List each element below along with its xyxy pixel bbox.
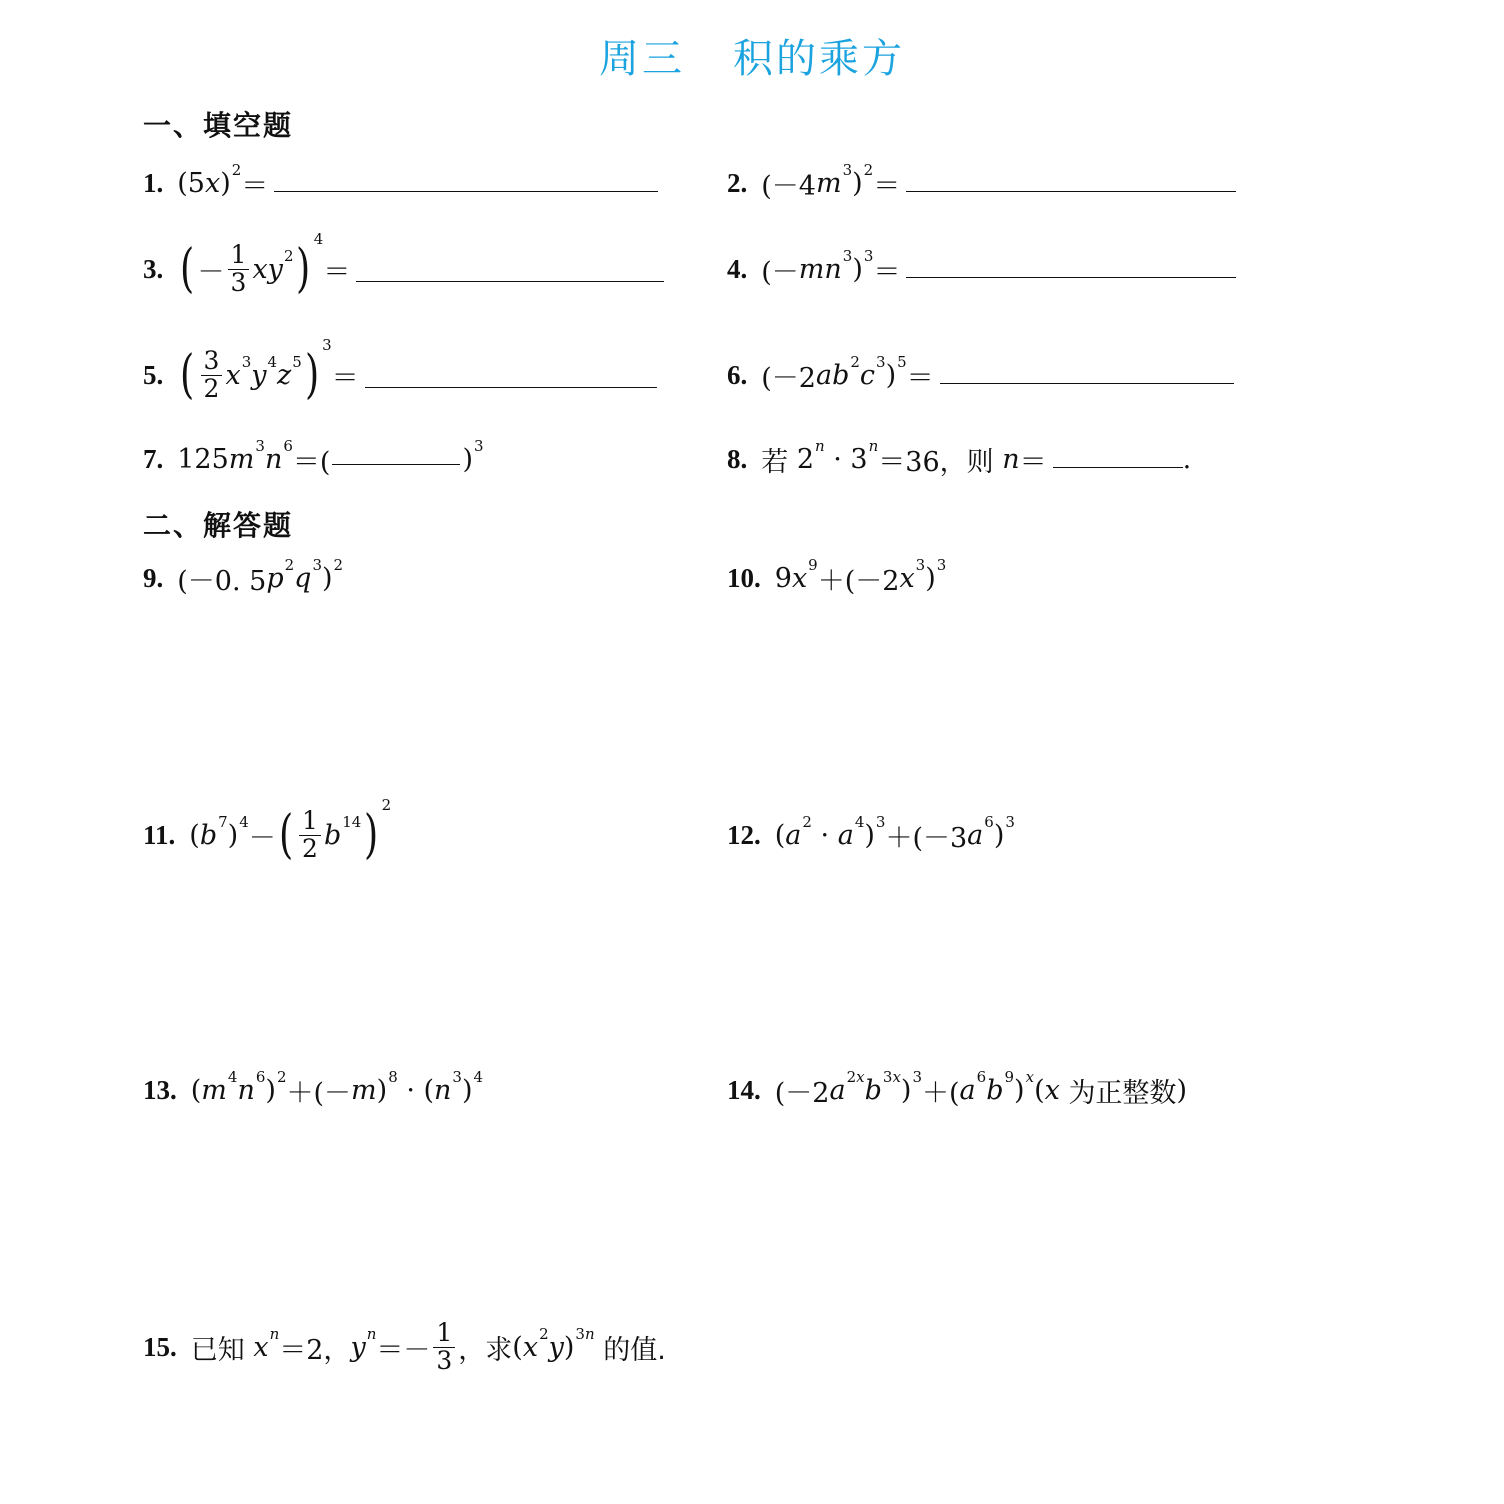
word-ask: 求	[485, 1334, 513, 1366]
problem-number: 10.	[727, 562, 761, 593]
title-day: 周三	[599, 36, 685, 82]
fraction: $\frac{3}{2}$	[201, 348, 223, 402]
problem-number: 2.	[727, 167, 748, 198]
problem-6	[727, 330, 1234, 420]
problem-number: 4.	[727, 253, 748, 284]
word-tail: 的值.	[603, 1334, 666, 1366]
problem-number: 7.	[143, 443, 164, 474]
math-expression: (－4 m $^3$ ) $^2$ ＝	[761, 161, 901, 202]
section-fill-in: 一、填空题	[143, 109, 294, 142]
section-solve: 二、解答题	[143, 509, 294, 542]
problem-12	[727, 790, 1015, 880]
problem-10	[727, 533, 946, 623]
answer-blank[interactable]	[365, 386, 657, 388]
math-expression: (－2 a $^{2x}$ b $^{3x}$ ) $^3$ ＋( a $^6$ b $^9$ ) $^x$ ( x 为正整数 )	[774, 1068, 1187, 1109]
math-expression: ( a $^2$ · a $^4$ ) $^3$ ＋(－3 a $^6$ ) $^3$	[774, 813, 1015, 854]
problem-11	[143, 790, 391, 880]
problem-14	[727, 1045, 1187, 1135]
fraction: $\frac{1}{2}$	[299, 808, 321, 862]
problem-7	[143, 414, 484, 504]
answer-blank[interactable]	[906, 276, 1236, 278]
problem-3	[143, 224, 664, 314]
math-expression: ( b $^7$ ) $^4$ － ( $\frac{1}{2}$ b $^{14}$ ) 2	[189, 796, 392, 865]
problem-1	[143, 138, 658, 228]
problem-number: 6.	[727, 359, 748, 390]
math-expression: (5 x ) $^2$ ＝	[177, 161, 269, 202]
math-expression: 已知 x $^n$ ＝2， y $^n$ ＝－ $\frac{1}{3}$ ， 求 ( x $^2$ y ) $^{3n}$ 的值.	[190, 1318, 666, 1375]
problem-number: 12.	[727, 819, 761, 850]
math-expression: 若 2 $^n$ · 3 $^n$ ＝36， 则 n ＝	[761, 437, 1047, 478]
math-expression: (－0. 5 p $^2$ q $^3$ ) $^2$	[177, 556, 344, 597]
fraction: $\frac{1}{3}$	[433, 1320, 455, 1374]
word-if: 若	[761, 446, 789, 478]
problem-number: 14.	[727, 1074, 761, 1105]
answer-blank[interactable]	[906, 190, 1236, 192]
math-expression: ( m $^4$ n $^6$ ) $^2$ ＋(－ m ) $^8$ · ( n $^3$ ) $^4$	[190, 1068, 484, 1109]
problem-number: 1.	[143, 167, 164, 198]
math-expression: ( － $\frac{1}{3}$ xy $^2$ ) 4 ＝	[180, 230, 351, 299]
problem-number: 11.	[143, 819, 176, 850]
answer-blank[interactable]	[274, 190, 658, 192]
problem-5	[143, 330, 657, 420]
problem-number: 8.	[727, 443, 748, 474]
math-expression: 9 x $^9$ ＋(－2 x $^3$ ) $^3$	[774, 556, 947, 597]
fraction: $\frac{1}{3}$	[228, 242, 250, 296]
problem-9	[143, 533, 343, 623]
math-expression: (－ mn $^3$ ) $^3$ ＝	[761, 247, 901, 288]
problem-4	[727, 224, 1236, 314]
page-title	[0, 34, 1504, 84]
word-known: 已知	[190, 1334, 245, 1366]
answer-blank[interactable]	[940, 382, 1234, 384]
problem-13	[143, 1045, 483, 1135]
condition-note: 为正整数	[1068, 1077, 1177, 1109]
problem-15	[143, 1302, 666, 1392]
problem-number: 13.	[143, 1074, 177, 1105]
answer-blank[interactable]	[356, 280, 664, 282]
problem-2	[727, 138, 1236, 228]
problem-number: 3.	[143, 253, 164, 284]
title-topic: 积的乘方	[733, 36, 905, 82]
math-expression: (－2 ab $^2$ c $^3$ ) $^5$ ＝	[761, 353, 934, 394]
word-then: 则	[966, 446, 994, 478]
problem-number: 15.	[143, 1331, 177, 1362]
answer-blank[interactable]	[332, 463, 460, 465]
answer-blank[interactable]	[1053, 466, 1183, 468]
math-expression: 125 m $^3$ n $^6$ ＝( ) $^3$	[177, 437, 484, 478]
problem-number: 5.	[143, 359, 164, 390]
math-expression: ( $\frac{3}{2}$ x $^3$ y $^4$ z $^5$ ) 3 ＝	[180, 336, 359, 405]
problem-number: 9.	[143, 562, 164, 593]
problem-8: 8. 若 2 $^n$ · 3 $^n$ ＝36， 则 n ＝ .	[727, 437, 1192, 478]
